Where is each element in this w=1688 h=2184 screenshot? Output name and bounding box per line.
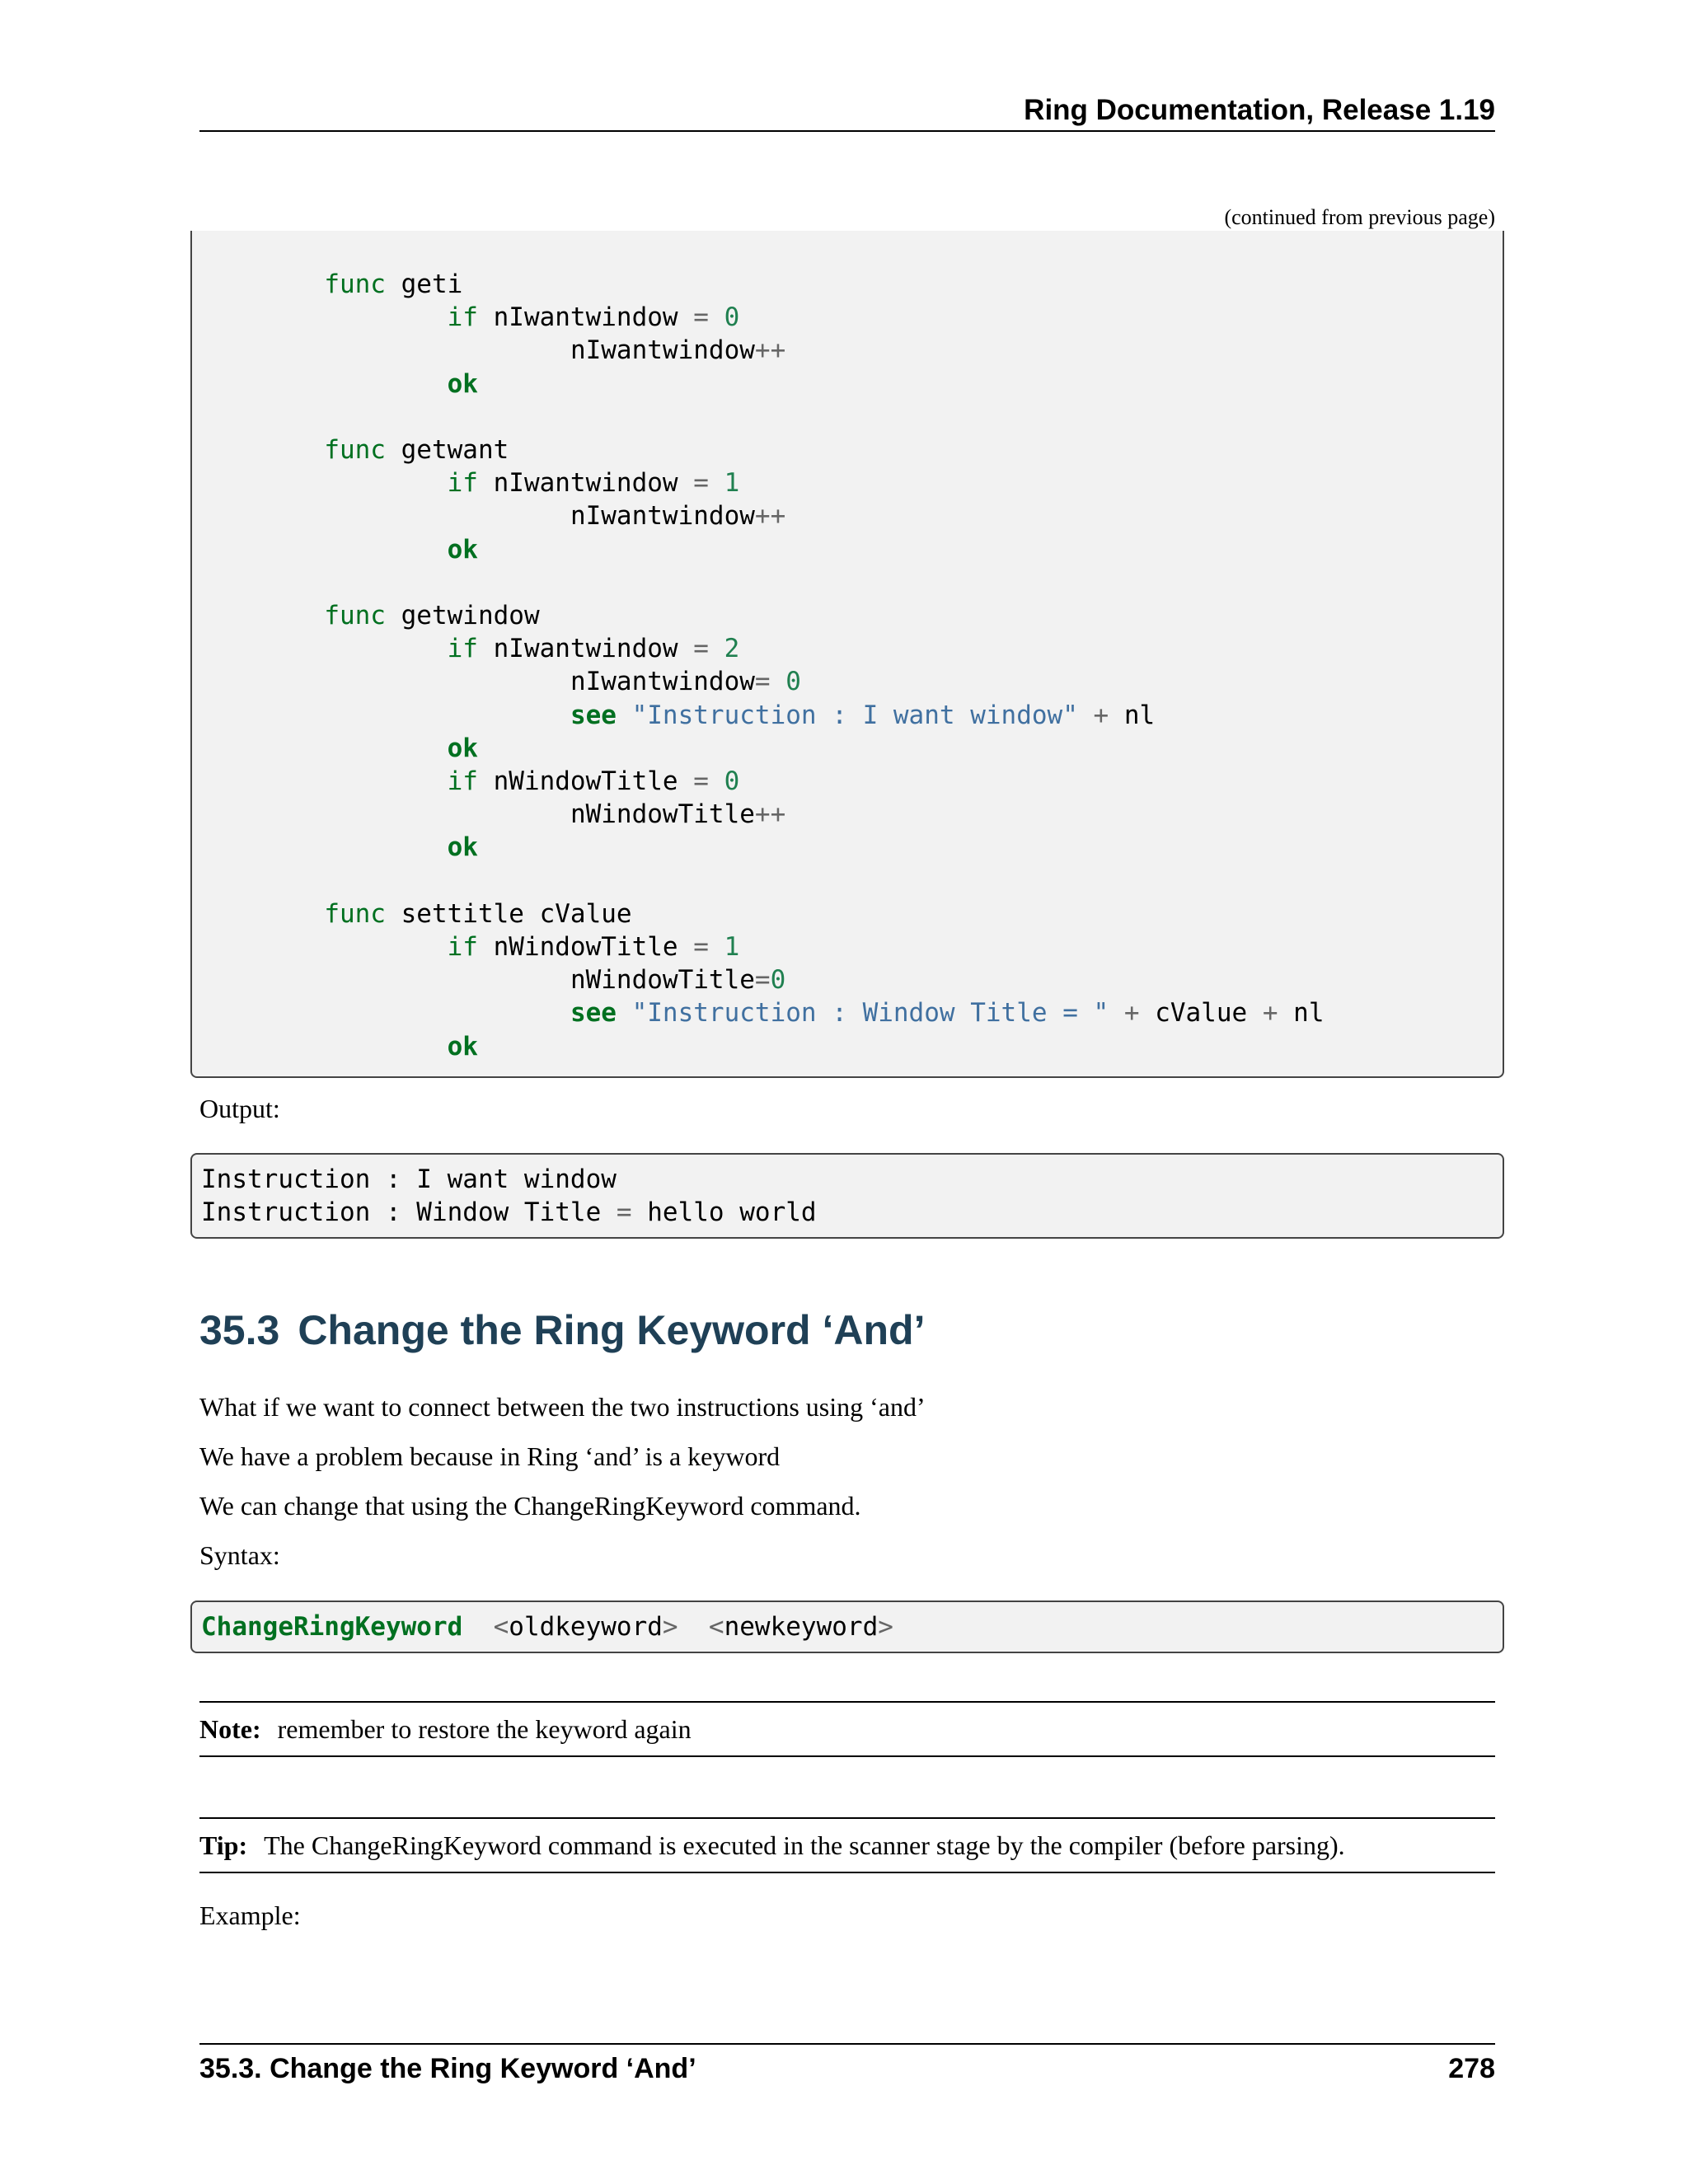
section-number: 35.3 bbox=[199, 1307, 280, 1353]
code-token: = bbox=[693, 634, 709, 664]
code-token: 2 bbox=[724, 634, 740, 664]
footer-rule bbox=[199, 2043, 1495, 2045]
code-token: < bbox=[708, 1612, 724, 1642]
code-token: = bbox=[693, 932, 709, 963]
code-token: < bbox=[493, 1612, 509, 1642]
code-token: nWindowTitle bbox=[570, 799, 755, 830]
syntax-label: Syntax: bbox=[199, 1540, 280, 1570]
code-token bbox=[617, 998, 632, 1028]
code-output-text bbox=[201, 1163, 817, 1229]
paragraph-3: We can change that using the ChangeRingKeyword command. bbox=[199, 1491, 861, 1521]
code-token: 0 bbox=[724, 766, 740, 797]
code-token: func bbox=[324, 898, 386, 929]
code-token: ChangeRingKeyword bbox=[201, 1612, 463, 1642]
output-label: Output: bbox=[199, 1094, 280, 1123]
code-token: ++ bbox=[754, 335, 786, 366]
code-token bbox=[709, 468, 724, 498]
paragraph-2: We have a problem because in Ring ‘and’ is a keyword bbox=[199, 1441, 781, 1471]
header-rule bbox=[199, 130, 1495, 132]
code-token bbox=[709, 302, 724, 332]
code-token: Instruction : I want window bbox=[201, 1165, 617, 1194]
code-token: ok bbox=[447, 832, 478, 863]
code-token: if bbox=[447, 634, 478, 664]
tip-label: Tip: bbox=[199, 1830, 248, 1860]
code-token: settitle cValue bbox=[385, 898, 632, 929]
code-block-main bbox=[190, 231, 1504, 1078]
code-token bbox=[771, 667, 786, 696]
code-token: "Instruction : I want window" bbox=[631, 700, 1078, 730]
code-token: func bbox=[324, 435, 386, 466]
code-token: nWindowTitle bbox=[477, 766, 694, 797]
code-token: func bbox=[324, 601, 386, 631]
code-token: = bbox=[693, 468, 709, 499]
code-token: = bbox=[616, 1197, 632, 1228]
code-token: = bbox=[754, 965, 771, 996]
code-token: ok bbox=[447, 534, 478, 565]
code-token: + bbox=[1123, 998, 1140, 1029]
code-token: hello world bbox=[631, 1197, 817, 1228]
code-token bbox=[709, 634, 724, 663]
page-number: 278 bbox=[1448, 2053, 1495, 2084]
code-token: newkeyword bbox=[724, 1612, 879, 1642]
code-token: ok bbox=[447, 733, 478, 763]
code-token bbox=[462, 1612, 493, 1642]
continued-note: (continued from previous page) bbox=[1224, 205, 1495, 229]
code-token: nl bbox=[1278, 998, 1325, 1029]
code-token: ++ bbox=[754, 799, 786, 830]
code-token: "Instruction : Window Title = " bbox=[631, 998, 1109, 1029]
code-token: nIwantwindow bbox=[477, 468, 694, 499]
code-token: see bbox=[570, 700, 617, 730]
code-token: if bbox=[447, 302, 478, 333]
code-token: getwindow bbox=[385, 601, 540, 631]
code-token: ++ bbox=[754, 501, 786, 532]
code-token: 0 bbox=[770, 965, 786, 996]
code-token: + bbox=[1093, 700, 1109, 730]
code-token: getwant bbox=[385, 435, 509, 466]
code-token: nIwantwindow bbox=[477, 634, 694, 664]
code-token: if bbox=[447, 468, 478, 499]
code-token bbox=[1078, 701, 1094, 730]
code-token: = bbox=[754, 667, 771, 697]
code-token: 0 bbox=[785, 667, 801, 697]
section-title: Change the Ring Keyword ‘And’ bbox=[298, 1307, 926, 1353]
code-token: cValue bbox=[1139, 998, 1263, 1029]
running-header: Ring Documentation, Release 1.19 bbox=[1024, 94, 1495, 126]
code-token: 1 bbox=[724, 932, 740, 963]
tip-text: The ChangeRingKeyword command is executed in the scanner stage by the compiler (before parsing). bbox=[264, 1830, 1345, 1860]
code-token: nIwantwindow bbox=[570, 335, 755, 366]
code-token: Instruction : Window Title bbox=[201, 1197, 617, 1228]
example-label: Example: bbox=[199, 1900, 301, 1930]
code-token: if bbox=[447, 766, 478, 797]
code-token bbox=[617, 701, 632, 730]
code-token: nIwantwindow bbox=[570, 667, 755, 697]
code-token: see bbox=[570, 998, 617, 1029]
code-token: = bbox=[693, 302, 709, 333]
section-heading bbox=[199, 1305, 925, 1355]
code-token: 0 bbox=[724, 302, 740, 333]
note-label: Note: bbox=[199, 1714, 261, 1744]
code-syntax-text bbox=[201, 1610, 893, 1643]
code-token: if bbox=[447, 932, 478, 963]
code-token: ok bbox=[447, 368, 478, 399]
code-token: func bbox=[324, 269, 386, 299]
code-token: + bbox=[1262, 998, 1278, 1029]
code-token: > bbox=[662, 1612, 678, 1642]
code-token bbox=[709, 766, 724, 796]
code-token: 1 bbox=[724, 468, 740, 499]
code-token: nIwantwindow bbox=[477, 302, 694, 333]
footer-section: 35.3. Change the Ring Keyword ‘And’ bbox=[199, 2053, 696, 2084]
code-token: nWindowTitle bbox=[570, 965, 755, 996]
note-text: remember to restore the keyword again bbox=[277, 1714, 692, 1744]
code-token: = bbox=[693, 766, 709, 797]
code-token: nl bbox=[1109, 700, 1156, 730]
code-token bbox=[709, 932, 724, 962]
code-main-text bbox=[201, 268, 1325, 1063]
code-token: > bbox=[878, 1612, 893, 1642]
code-block-output bbox=[190, 1153, 1504, 1239]
note-admonition bbox=[199, 1701, 1495, 1757]
code-block-syntax bbox=[190, 1601, 1504, 1653]
code-token: ok bbox=[447, 1031, 478, 1062]
code-token bbox=[1109, 998, 1124, 1028]
paragraph-1: What if we want to connect between the two instructions using ‘and’ bbox=[199, 1392, 926, 1422]
tip-admonition bbox=[199, 1817, 1495, 1873]
code-token: nWindowTitle bbox=[477, 932, 694, 963]
code-token: oldkeyword bbox=[509, 1612, 663, 1642]
code-token: geti bbox=[385, 269, 463, 299]
code-token bbox=[678, 1612, 709, 1642]
code-token: nIwantwindow bbox=[570, 501, 755, 532]
